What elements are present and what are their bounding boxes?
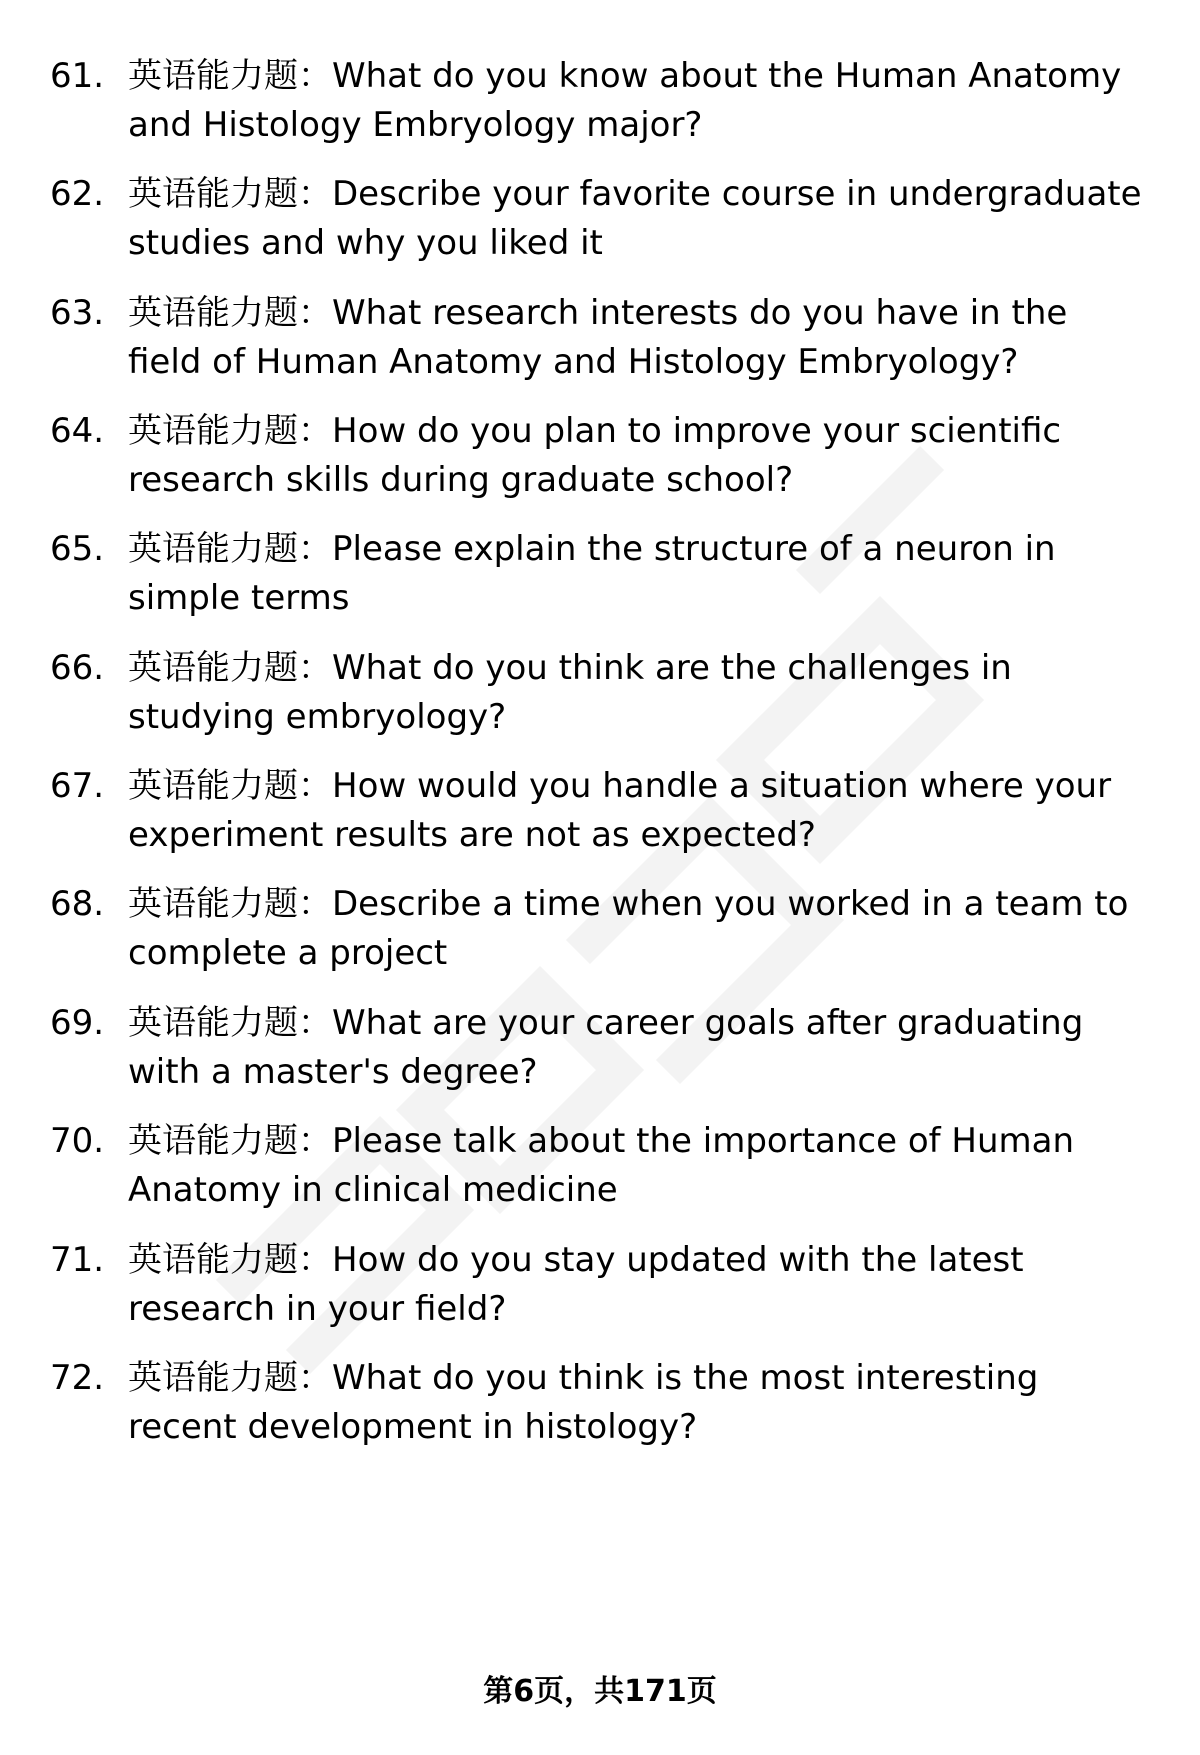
question-text-line-2: and Histology Embryology major? xyxy=(128,105,703,145)
question-text-line-1: Describe a time when you worked in a team to xyxy=(332,884,1129,924)
question-item xyxy=(0,999,1200,1099)
question-text-line-2: experiment results are not as expected? xyxy=(128,815,816,855)
question-line-1 xyxy=(128,644,1168,693)
question-text-line-1: What do you think is the most interesting xyxy=(332,1358,1039,1398)
question-item xyxy=(0,1117,1200,1217)
question-text-line-2: complete a project xyxy=(128,933,448,973)
question-text xyxy=(128,1236,1168,1334)
question-number: 69. xyxy=(50,1003,105,1043)
question-category-label: 英语能力题： xyxy=(128,56,332,96)
question-number: 72. xyxy=(50,1358,105,1398)
question-text xyxy=(128,407,1168,505)
question-line-1 xyxy=(128,170,1168,219)
question-item xyxy=(0,170,1200,270)
question-line-1 xyxy=(128,52,1168,101)
question-line-1 xyxy=(128,999,1168,1048)
question-category-label: 英语能力题： xyxy=(128,411,332,451)
question-line-1 xyxy=(128,1236,1168,1285)
question-item xyxy=(0,289,1200,389)
question-number: 66. xyxy=(50,648,105,688)
question-number: 62. xyxy=(50,174,105,214)
question-line-1 xyxy=(128,1354,1168,1403)
question-item xyxy=(0,525,1200,625)
question-text xyxy=(128,525,1168,623)
question-category-label: 英语能力题： xyxy=(128,529,332,569)
question-line-1 xyxy=(128,289,1168,338)
question-item xyxy=(0,1354,1200,1454)
question-text-line-1: What do you know about the Human Anatomy xyxy=(332,56,1122,96)
question-category-label: 英语能力题： xyxy=(128,174,332,214)
page-number: 第6页，共171页 xyxy=(483,1674,717,1709)
question-category-label: 英语能力题： xyxy=(128,1121,332,1161)
question-text xyxy=(128,170,1168,268)
question-text-line-2: simple terms xyxy=(128,578,350,618)
question-text xyxy=(128,1117,1168,1215)
question-text-line-2: research skills during graduate school? xyxy=(128,460,794,500)
question-text-line-1: Please explain the structure of a neuron in xyxy=(332,529,1056,569)
question-item xyxy=(0,407,1200,507)
question-text xyxy=(128,762,1168,860)
question-text xyxy=(128,289,1168,387)
question-line-1 xyxy=(128,762,1168,811)
question-text-line-2: with a master's degree? xyxy=(128,1052,538,1092)
question-number: 61. xyxy=(50,56,105,96)
question-category-label: 英语能力题： xyxy=(128,766,332,806)
question-item xyxy=(0,52,1200,152)
question-line-1 xyxy=(128,407,1168,456)
question-text-line-2: recent development in histology? xyxy=(128,1407,698,1447)
question-text-line-1: How do you plan to improve your scientific xyxy=(332,411,1062,451)
question-number: 67. xyxy=(50,766,105,806)
question-number: 71. xyxy=(50,1240,105,1280)
question-number: 63. xyxy=(50,293,105,333)
question-category-label: 英语能力题： xyxy=(128,648,332,688)
question-text-line-2: field of Human Anatomy and Histology Embryology? xyxy=(128,342,1019,382)
question-text-line-1: What do you think are the challenges in xyxy=(332,648,1012,688)
question-number: 70. xyxy=(50,1121,105,1161)
question-item xyxy=(0,762,1200,862)
question-line-1 xyxy=(128,880,1168,929)
question-line-1 xyxy=(128,525,1168,574)
question-item xyxy=(0,880,1200,980)
question-number: 65. xyxy=(50,529,105,569)
question-text xyxy=(128,52,1168,150)
question-item xyxy=(0,1236,1200,1336)
question-text xyxy=(128,999,1168,1097)
question-text-line-2: research in your field? xyxy=(128,1289,507,1329)
question-number: 68. xyxy=(50,884,105,924)
question-text-line-2: studying embryology? xyxy=(128,697,507,737)
question-text-line-1: How do you stay updated with the latest xyxy=(332,1240,1024,1280)
question-category-label: 英语能力题： xyxy=(128,1003,332,1043)
question-category-label: 英语能力题： xyxy=(128,293,332,333)
question-text-line-1: What research interests do you have in the xyxy=(332,293,1068,333)
question-text-line-1: Please talk about the importance of Human xyxy=(332,1121,1075,1161)
question-text-line-1: What are your career goals after graduating xyxy=(332,1003,1084,1043)
question-line-1 xyxy=(128,1117,1168,1166)
question-text xyxy=(128,644,1168,742)
question-text-line-2: studies and why you liked it xyxy=(128,223,603,263)
question-text-line-1: How would you handle a situation where your xyxy=(332,766,1112,806)
question-item xyxy=(0,644,1200,744)
question-text xyxy=(128,1354,1168,1452)
question-category-label: 英语能力题： xyxy=(128,1358,332,1398)
question-number: 64. xyxy=(50,411,105,451)
question-text-line-1: Describe your favorite course in undergraduate xyxy=(332,174,1142,214)
question-category-label: 英语能力题： xyxy=(128,884,332,924)
question-category-label: 英语能力题： xyxy=(128,1240,332,1280)
question-text-line-2: Anatomy in clinical medicine xyxy=(128,1170,618,1210)
question-text xyxy=(128,880,1168,978)
